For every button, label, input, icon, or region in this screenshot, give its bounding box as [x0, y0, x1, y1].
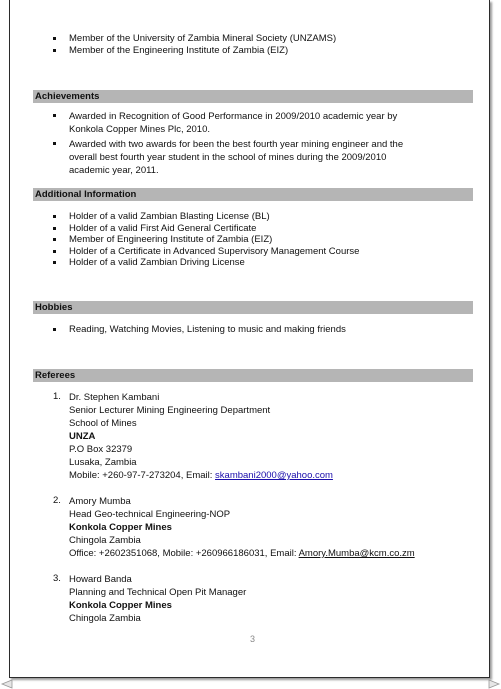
list-item: Holder of a valid Zambian Blasting License (BL) — [33, 211, 463, 223]
referee-org: Konkola Copper Mines — [69, 522, 172, 533]
referee-entry: 1. Dr. Stephen Kambani Senior Lecturer Mining Engineering Department School of Mines UNZA P.O Box 32379 Lusaka, Zambia Mobile: +260-97-7-273204, Email: skambani2000@yahoo.com — [33, 391, 463, 482]
page-number: 3 — [250, 634, 256, 644]
list-item: Reading, Watching Movies, Listening to music and making friends — [33, 324, 463, 336]
referee-city: Lusaka, Zambia — [69, 457, 137, 468]
referee-entry: 3. Howard Banda Planning and Technical Open Pit Manager Konkola Copper Mines Chingola Zambia — [33, 573, 463, 625]
referee-contact: Office: +2602351068, Mobile: +260966186031, Email: Amory.Mumba@kcm.co.zm — [69, 548, 415, 559]
list-item: Awarded with two awards for been the best fourth year mining engineer and the overall best fourth year student in the school of mines during the 2009/2010 academic year, 2011. — [33, 138, 463, 177]
hobbies-heading: Hobbies — [33, 301, 473, 314]
referee-city: Chingola Zambia — [69, 535, 141, 546]
page-turn-left-icon[interactable] — [0, 679, 22, 689]
referee-name: Howard Banda — [69, 574, 132, 585]
list-item: Awarded in Recognition of Good Performance in 2009/2010 academic year by Konkola Copper Mines Plc, 2010. — [33, 110, 463, 136]
list-item: Holder of a Certificate in Advanced Supervisory Management Course — [33, 246, 463, 258]
additional-info-list — [33, 211, 463, 269]
achievements-list — [33, 110, 463, 177]
referee-entry: 2. Amory Mumba Head Geo-technical Engineering-NOP Konkola Copper Mines Chingola Zambia Office: +2602351068, Mobile: +260966186031, Email: Amory.Mumba@kcm.co.zm — [33, 495, 463, 560]
referee-contact: Mobile: +260-97-7-273204, Email: skambani2000@yahoo.com — [69, 470, 333, 481]
page-turn-right-icon[interactable] — [479, 679, 501, 689]
referees-heading: Referees — [33, 369, 473, 382]
list-item: Holder of a valid Zambian Driving License — [33, 257, 463, 269]
referee-title: Head Geo-technical Engineering-NOP — [69, 509, 231, 520]
memberships-list — [33, 33, 463, 56]
email-link[interactable]: Amory.Mumba@kcm.co.zm — [298, 548, 415, 559]
referee-name: Dr. Stephen Kambani — [69, 392, 160, 403]
referee-org: Konkola Copper Mines — [69, 600, 172, 611]
referee-dept: School of Mines — [69, 418, 137, 429]
referee-title: Senior Lecturer Mining Engineering Department — [69, 405, 271, 416]
achievements-heading: Achievements — [33, 90, 473, 103]
document-page — [9, 0, 490, 678]
referee-name: Amory Mumba — [69, 496, 131, 507]
hobbies-list — [33, 324, 463, 336]
list-item: Holder of a valid First Aid General Certificate — [33, 223, 463, 235]
referee-box: P.O Box 32379 — [69, 444, 133, 455]
referee-org: UNZA — [69, 431, 96, 442]
referee-city: Chingola Zambia — [69, 613, 141, 624]
additional-info-heading: Additional Information — [33, 188, 473, 201]
email-link[interactable]: skambani2000@yahoo.com — [215, 470, 333, 481]
list-item: Member of the Engineering Institute of Zambia (EIZ) — [33, 45, 463, 57]
referee-title: Planning and Technical Open Pit Manager — [69, 587, 247, 598]
list-item: Member of Engineering Institute of Zambia (EIZ) — [33, 234, 463, 246]
list-item: Member of the University of Zambia Mineral Society (UNZAMS) — [33, 33, 463, 45]
